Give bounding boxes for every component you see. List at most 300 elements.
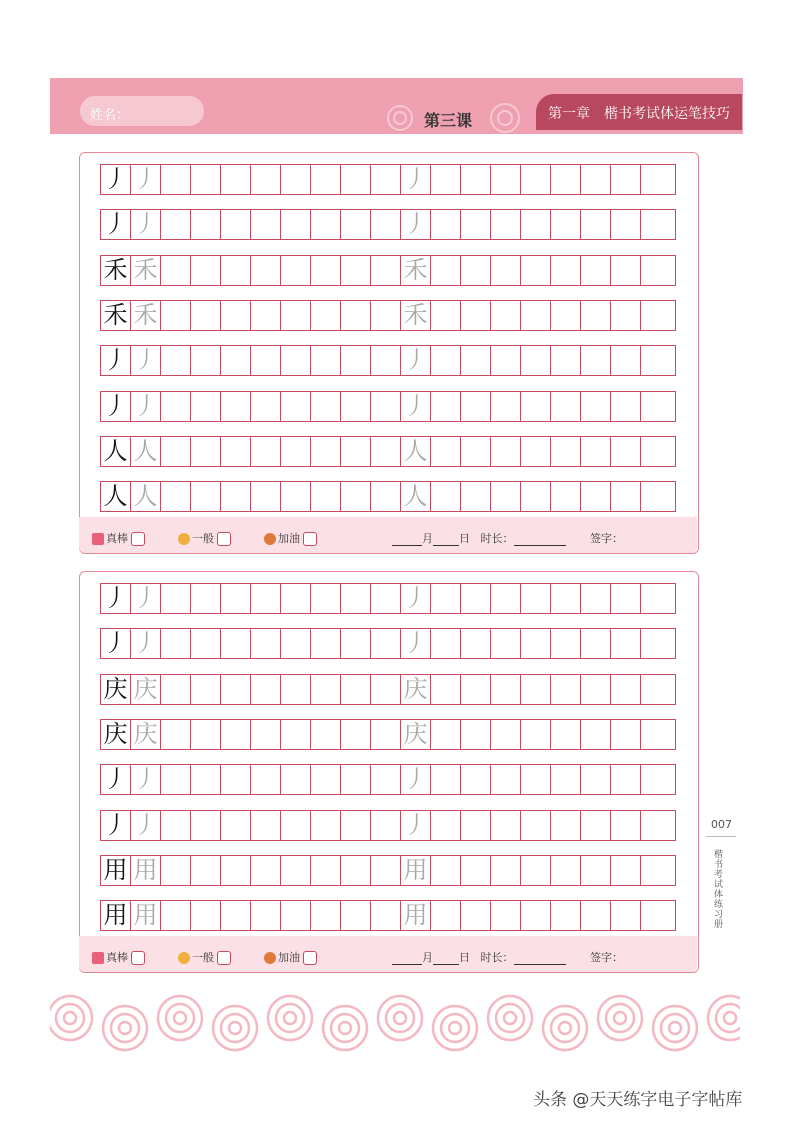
trace-character-mid[interactable]: 禾: [401, 301, 431, 330]
trace-character-mid[interactable]: 丿: [401, 392, 431, 421]
writing-cell[interactable]: [191, 584, 221, 613]
writing-cell[interactable]: [311, 811, 341, 840]
writing-cell[interactable]: [251, 437, 281, 466]
writing-cell[interactable]: [581, 301, 611, 330]
writing-cell[interactable]: [461, 482, 491, 511]
writing-cell[interactable]: [581, 584, 611, 613]
writing-cell[interactable]: [521, 392, 551, 421]
writing-cell[interactable]: [341, 765, 371, 794]
writing-cell[interactable]: [281, 584, 311, 613]
trace-character-mid[interactable]: 丿: [401, 346, 431, 375]
writing-cell[interactable]: [641, 811, 671, 840]
writing-cell[interactable]: [641, 720, 671, 749]
trace-character[interactable]: 丿: [131, 811, 161, 840]
trace-character[interactable]: 丿: [131, 392, 161, 421]
writing-cell[interactable]: [581, 675, 611, 704]
writing-cell[interactable]: [191, 301, 221, 330]
writing-cell[interactable]: [581, 256, 611, 285]
writing-cell[interactable]: [371, 629, 401, 658]
writing-cell[interactable]: [521, 437, 551, 466]
signature-2[interactable]: 签字：: [590, 951, 623, 964]
writing-cell[interactable]: [251, 765, 281, 794]
writing-cell[interactable]: [251, 256, 281, 285]
writing-cell[interactable]: [251, 346, 281, 375]
writing-cell[interactable]: [431, 765, 461, 794]
writing-cell[interactable]: [521, 811, 551, 840]
writing-cell[interactable]: [491, 165, 521, 194]
writing-cell[interactable]: [521, 210, 551, 239]
rating-great[interactable]: 真棒: [92, 949, 145, 965]
writing-cell[interactable]: [371, 165, 401, 194]
writing-cell[interactable]: [251, 482, 281, 511]
writing-cell[interactable]: [551, 901, 581, 930]
writing-cell[interactable]: [581, 482, 611, 511]
writing-cell[interactable]: [521, 256, 551, 285]
trace-character-mid[interactable]: 庆: [401, 675, 431, 704]
writing-cell[interactable]: [341, 437, 371, 466]
writing-cell[interactable]: [611, 720, 641, 749]
writing-cell[interactable]: [251, 210, 281, 239]
writing-cell[interactable]: [221, 392, 251, 421]
writing-cell[interactable]: [311, 765, 341, 794]
writing-cell[interactable]: [431, 584, 461, 613]
writing-cell[interactable]: [281, 856, 311, 885]
writing-cell[interactable]: [161, 346, 191, 375]
writing-cell[interactable]: [221, 346, 251, 375]
writing-cell[interactable]: [581, 901, 611, 930]
writing-cell[interactable]: [251, 301, 281, 330]
writing-cell[interactable]: [491, 901, 521, 930]
writing-cell[interactable]: [431, 629, 461, 658]
writing-cell[interactable]: [191, 346, 221, 375]
trace-character-mid[interactable]: 用: [401, 856, 431, 885]
writing-cell[interactable]: [461, 165, 491, 194]
writing-cell[interactable]: [461, 256, 491, 285]
writing-cell[interactable]: [551, 256, 581, 285]
writing-cell[interactable]: [221, 210, 251, 239]
trace-character[interactable]: 禾: [131, 256, 161, 285]
writing-cell[interactable]: [581, 437, 611, 466]
writing-cell[interactable]: [491, 629, 521, 658]
trace-character[interactable]: 用: [131, 856, 161, 885]
writing-cell[interactable]: [221, 629, 251, 658]
writing-cell[interactable]: [221, 720, 251, 749]
writing-cell[interactable]: [161, 629, 191, 658]
writing-cell[interactable]: [521, 720, 551, 749]
writing-cell[interactable]: [611, 675, 641, 704]
writing-cell[interactable]: [371, 392, 401, 421]
trace-character-mid[interactable]: 丿: [401, 165, 431, 194]
writing-cell[interactable]: [641, 165, 671, 194]
writing-cell[interactable]: [461, 901, 491, 930]
writing-cell[interactable]: [431, 675, 461, 704]
ok-checkbox[interactable]: [217, 532, 231, 546]
writing-cell[interactable]: [581, 392, 611, 421]
model-character[interactable]: 丿: [101, 765, 131, 794]
writing-cell[interactable]: [491, 856, 521, 885]
writing-cell[interactable]: [281, 165, 311, 194]
writing-cell[interactable]: [431, 165, 461, 194]
writing-cell[interactable]: [371, 765, 401, 794]
writing-cell[interactable]: [491, 392, 521, 421]
writing-cell[interactable]: [311, 165, 341, 194]
writing-cell[interactable]: [521, 482, 551, 511]
model-character[interactable]: 丿: [101, 629, 131, 658]
writing-cell[interactable]: [371, 482, 401, 511]
writing-cell[interactable]: [341, 675, 371, 704]
model-character[interactable]: 用: [101, 901, 131, 930]
trace-character[interactable]: 丿: [131, 346, 161, 375]
writing-cell[interactable]: [311, 584, 341, 613]
model-character[interactable]: 丿: [101, 584, 131, 613]
writing-cell[interactable]: [461, 675, 491, 704]
writing-cell[interactable]: [371, 437, 401, 466]
writing-cell[interactable]: [521, 765, 551, 794]
rating-ok[interactable]: 一般: [178, 949, 231, 965]
writing-cell[interactable]: [341, 482, 371, 511]
writing-cell[interactable]: [161, 437, 191, 466]
writing-cell[interactable]: [641, 901, 671, 930]
writing-cell[interactable]: [161, 210, 191, 239]
writing-cell[interactable]: [341, 856, 371, 885]
writing-cell[interactable]: [191, 256, 221, 285]
trace-character-mid[interactable]: 禾: [401, 256, 431, 285]
writing-cell[interactable]: [341, 811, 371, 840]
writing-cell[interactable]: [551, 346, 581, 375]
writing-cell[interactable]: [491, 346, 521, 375]
writing-cell[interactable]: [191, 392, 221, 421]
writing-cell[interactable]: [581, 346, 611, 375]
trace-character-mid[interactable]: 用: [401, 901, 431, 930]
writing-cell[interactable]: [371, 346, 401, 375]
writing-cell[interactable]: [371, 584, 401, 613]
writing-cell[interactable]: [431, 346, 461, 375]
writing-cell[interactable]: [161, 256, 191, 285]
model-character[interactable]: 用: [101, 856, 131, 885]
model-character[interactable]: 丿: [101, 210, 131, 239]
writing-cell[interactable]: [191, 629, 221, 658]
model-character[interactable]: 丿: [101, 346, 131, 375]
writing-cell[interactable]: [281, 811, 311, 840]
writing-cell[interactable]: [191, 811, 221, 840]
writing-cell[interactable]: [191, 720, 221, 749]
writing-cell[interactable]: [371, 811, 401, 840]
writing-cell[interactable]: [311, 675, 341, 704]
writing-cell[interactable]: [491, 675, 521, 704]
writing-cell[interactable]: [611, 629, 641, 658]
writing-cell[interactable]: [491, 301, 521, 330]
writing-cell[interactable]: [221, 901, 251, 930]
writing-cell[interactable]: [281, 482, 311, 511]
writing-cell[interactable]: [311, 720, 341, 749]
writing-cell[interactable]: [431, 392, 461, 421]
writing-cell[interactable]: [191, 210, 221, 239]
writing-cell[interactable]: [551, 392, 581, 421]
writing-cell[interactable]: [341, 256, 371, 285]
writing-cell[interactable]: [161, 482, 191, 511]
trace-character-mid[interactable]: 丿: [401, 811, 431, 840]
writing-cell[interactable]: [161, 901, 191, 930]
writing-cell[interactable]: [611, 346, 641, 375]
model-character[interactable]: 禾: [101, 301, 131, 330]
writing-cell[interactable]: [221, 856, 251, 885]
writing-cell[interactable]: [641, 675, 671, 704]
writing-cell[interactable]: [611, 165, 641, 194]
writing-cell[interactable]: [461, 629, 491, 658]
trace-character-mid[interactable]: 丿: [401, 765, 431, 794]
writing-cell[interactable]: [551, 765, 581, 794]
writing-cell[interactable]: [281, 256, 311, 285]
writing-cell[interactable]: [521, 346, 551, 375]
writing-cell[interactable]: [191, 675, 221, 704]
writing-cell[interactable]: [251, 856, 281, 885]
writing-cell[interactable]: [581, 629, 611, 658]
writing-cell[interactable]: [281, 346, 311, 375]
writing-cell[interactable]: [251, 629, 281, 658]
writing-cell[interactable]: [311, 856, 341, 885]
writing-cell[interactable]: [431, 720, 461, 749]
writing-cell[interactable]: [521, 301, 551, 330]
writing-cell[interactable]: [191, 165, 221, 194]
writing-cell[interactable]: [341, 165, 371, 194]
writing-cell[interactable]: [311, 210, 341, 239]
writing-cell[interactable]: [251, 675, 281, 704]
writing-cell[interactable]: [491, 811, 521, 840]
writing-cell[interactable]: [461, 720, 491, 749]
writing-cell[interactable]: [461, 811, 491, 840]
writing-cell[interactable]: [191, 901, 221, 930]
writing-cell[interactable]: [551, 210, 581, 239]
writing-cell[interactable]: [341, 901, 371, 930]
trace-character-mid[interactable]: 庆: [401, 720, 431, 749]
writing-cell[interactable]: [221, 437, 251, 466]
writing-cell[interactable]: [461, 301, 491, 330]
writing-cell[interactable]: [611, 482, 641, 511]
writing-cell[interactable]: [311, 437, 341, 466]
writing-cell[interactable]: [251, 720, 281, 749]
writing-cell[interactable]: [641, 210, 671, 239]
writing-cell[interactable]: [281, 301, 311, 330]
writing-cell[interactable]: [371, 301, 401, 330]
writing-cell[interactable]: [551, 675, 581, 704]
writing-cell[interactable]: [161, 720, 191, 749]
writing-cell[interactable]: [281, 437, 311, 466]
trace-character-mid[interactable]: 人: [401, 437, 431, 466]
writing-cell[interactable]: [581, 720, 611, 749]
writing-cell[interactable]: [491, 256, 521, 285]
writing-cell[interactable]: [461, 346, 491, 375]
writing-cell[interactable]: [551, 629, 581, 658]
writing-cell[interactable]: [461, 392, 491, 421]
writing-cell[interactable]: [551, 584, 581, 613]
writing-cell[interactable]: [581, 765, 611, 794]
writing-cell[interactable]: [161, 392, 191, 421]
writing-cell[interactable]: [461, 210, 491, 239]
writing-cell[interactable]: [431, 901, 461, 930]
writing-cell[interactable]: [491, 437, 521, 466]
writing-cell[interactable]: [521, 901, 551, 930]
writing-cell[interactable]: [641, 765, 671, 794]
trace-character-mid[interactable]: 丿: [401, 584, 431, 613]
trace-character-mid[interactable]: 丿: [401, 210, 431, 239]
writing-cell[interactable]: [311, 256, 341, 285]
writing-cell[interactable]: [221, 482, 251, 511]
writing-cell[interactable]: [551, 811, 581, 840]
trace-character[interactable]: 丿: [131, 629, 161, 658]
writing-cell[interactable]: [221, 256, 251, 285]
writing-cell[interactable]: [251, 584, 281, 613]
writing-cell[interactable]: [641, 301, 671, 330]
writing-cell[interactable]: [641, 584, 671, 613]
trace-character[interactable]: 人: [131, 482, 161, 511]
writing-cell[interactable]: [611, 301, 641, 330]
model-character[interactable]: 人: [101, 482, 131, 511]
writing-cell[interactable]: [311, 629, 341, 658]
trace-character[interactable]: 庆: [131, 675, 161, 704]
cheer-checkbox[interactable]: [303, 951, 317, 965]
rating-great[interactable]: 真棒: [92, 530, 145, 546]
writing-cell[interactable]: [191, 482, 221, 511]
writing-cell[interactable]: [611, 210, 641, 239]
model-character[interactable]: 丿: [101, 392, 131, 421]
signature-1[interactable]: 签字：: [590, 532, 623, 545]
writing-cell[interactable]: [281, 720, 311, 749]
writing-cell[interactable]: [431, 301, 461, 330]
writing-cell[interactable]: [551, 720, 581, 749]
writing-cell[interactable]: [521, 675, 551, 704]
writing-cell[interactable]: [641, 392, 671, 421]
writing-cell[interactable]: [341, 584, 371, 613]
writing-cell[interactable]: [521, 584, 551, 613]
writing-cell[interactable]: [371, 256, 401, 285]
writing-cell[interactable]: [371, 720, 401, 749]
trace-character-mid[interactable]: 人: [401, 482, 431, 511]
writing-cell[interactable]: [461, 856, 491, 885]
writing-cell[interactable]: [371, 901, 401, 930]
writing-cell[interactable]: [551, 165, 581, 194]
writing-cell[interactable]: [311, 482, 341, 511]
writing-cell[interactable]: [551, 301, 581, 330]
writing-cell[interactable]: [431, 856, 461, 885]
writing-cell[interactable]: [581, 210, 611, 239]
writing-cell[interactable]: [371, 210, 401, 239]
writing-cell[interactable]: [551, 437, 581, 466]
model-character[interactable]: 庆: [101, 720, 131, 749]
writing-cell[interactable]: [161, 675, 191, 704]
writing-cell[interactable]: [581, 165, 611, 194]
writing-cell[interactable]: [221, 301, 251, 330]
writing-cell[interactable]: [341, 720, 371, 749]
great-checkbox[interactable]: [131, 951, 145, 965]
writing-cell[interactable]: [161, 856, 191, 885]
writing-cell[interactable]: [191, 856, 221, 885]
writing-cell[interactable]: [611, 256, 641, 285]
writing-cell[interactable]: [461, 584, 491, 613]
great-checkbox[interactable]: [131, 532, 145, 546]
trace-character[interactable]: 禾: [131, 301, 161, 330]
writing-cell[interactable]: [641, 346, 671, 375]
writing-cell[interactable]: [491, 584, 521, 613]
writing-cell[interactable]: [221, 165, 251, 194]
writing-cell[interactable]: [491, 765, 521, 794]
trace-character[interactable]: 丿: [131, 210, 161, 239]
writing-cell[interactable]: [311, 301, 341, 330]
writing-cell[interactable]: [251, 165, 281, 194]
writing-cell[interactable]: [341, 210, 371, 239]
trace-character-mid[interactable]: 丿: [401, 629, 431, 658]
writing-cell[interactable]: [461, 765, 491, 794]
writing-cell[interactable]: [251, 901, 281, 930]
model-character[interactable]: 庆: [101, 675, 131, 704]
writing-cell[interactable]: [341, 392, 371, 421]
writing-cell[interactable]: [521, 856, 551, 885]
writing-cell[interactable]: [221, 765, 251, 794]
writing-cell[interactable]: [281, 210, 311, 239]
writing-cell[interactable]: [431, 482, 461, 511]
writing-cell[interactable]: [491, 720, 521, 749]
writing-cell[interactable]: [641, 437, 671, 466]
writing-cell[interactable]: [611, 437, 641, 466]
writing-cell[interactable]: [641, 856, 671, 885]
model-character[interactable]: 人: [101, 437, 131, 466]
writing-cell[interactable]: [491, 482, 521, 511]
writing-cell[interactable]: [281, 765, 311, 794]
writing-cell[interactable]: [611, 901, 641, 930]
writing-cell[interactable]: [461, 437, 491, 466]
ok-checkbox[interactable]: [217, 951, 231, 965]
writing-cell[interactable]: [161, 765, 191, 794]
writing-cell[interactable]: [431, 811, 461, 840]
writing-cell[interactable]: [341, 629, 371, 658]
trace-character[interactable]: 丿: [131, 765, 161, 794]
writing-cell[interactable]: [281, 675, 311, 704]
writing-cell[interactable]: [161, 165, 191, 194]
writing-cell[interactable]: [251, 392, 281, 421]
trace-character[interactable]: 用: [131, 901, 161, 930]
writing-cell[interactable]: [341, 346, 371, 375]
writing-cell[interactable]: [341, 301, 371, 330]
trace-character[interactable]: 丿: [131, 165, 161, 194]
writing-cell[interactable]: [431, 256, 461, 285]
writing-cell[interactable]: [191, 437, 221, 466]
writing-cell[interactable]: [551, 482, 581, 511]
writing-cell[interactable]: [431, 210, 461, 239]
writing-cell[interactable]: [371, 675, 401, 704]
model-character[interactable]: 丿: [101, 811, 131, 840]
writing-cell[interactable]: [221, 811, 251, 840]
trace-character[interactable]: 人: [131, 437, 161, 466]
writing-cell[interactable]: [311, 392, 341, 421]
writing-cell[interactable]: [191, 765, 221, 794]
writing-cell[interactable]: [521, 629, 551, 658]
writing-cell[interactable]: [281, 629, 311, 658]
writing-cell[interactable]: [611, 765, 641, 794]
writing-cell[interactable]: [581, 856, 611, 885]
writing-cell[interactable]: [281, 392, 311, 421]
writing-cell[interactable]: [611, 584, 641, 613]
writing-cell[interactable]: [161, 301, 191, 330]
writing-cell[interactable]: [641, 629, 671, 658]
model-character[interactable]: 禾: [101, 256, 131, 285]
writing-cell[interactable]: [581, 811, 611, 840]
trace-character[interactable]: 丿: [131, 584, 161, 613]
cheer-checkbox[interactable]: [303, 532, 317, 546]
writing-cell[interactable]: [641, 482, 671, 511]
writing-cell[interactable]: [551, 856, 581, 885]
writing-cell[interactable]: [491, 210, 521, 239]
writing-cell[interactable]: [641, 256, 671, 285]
writing-cell[interactable]: [611, 392, 641, 421]
